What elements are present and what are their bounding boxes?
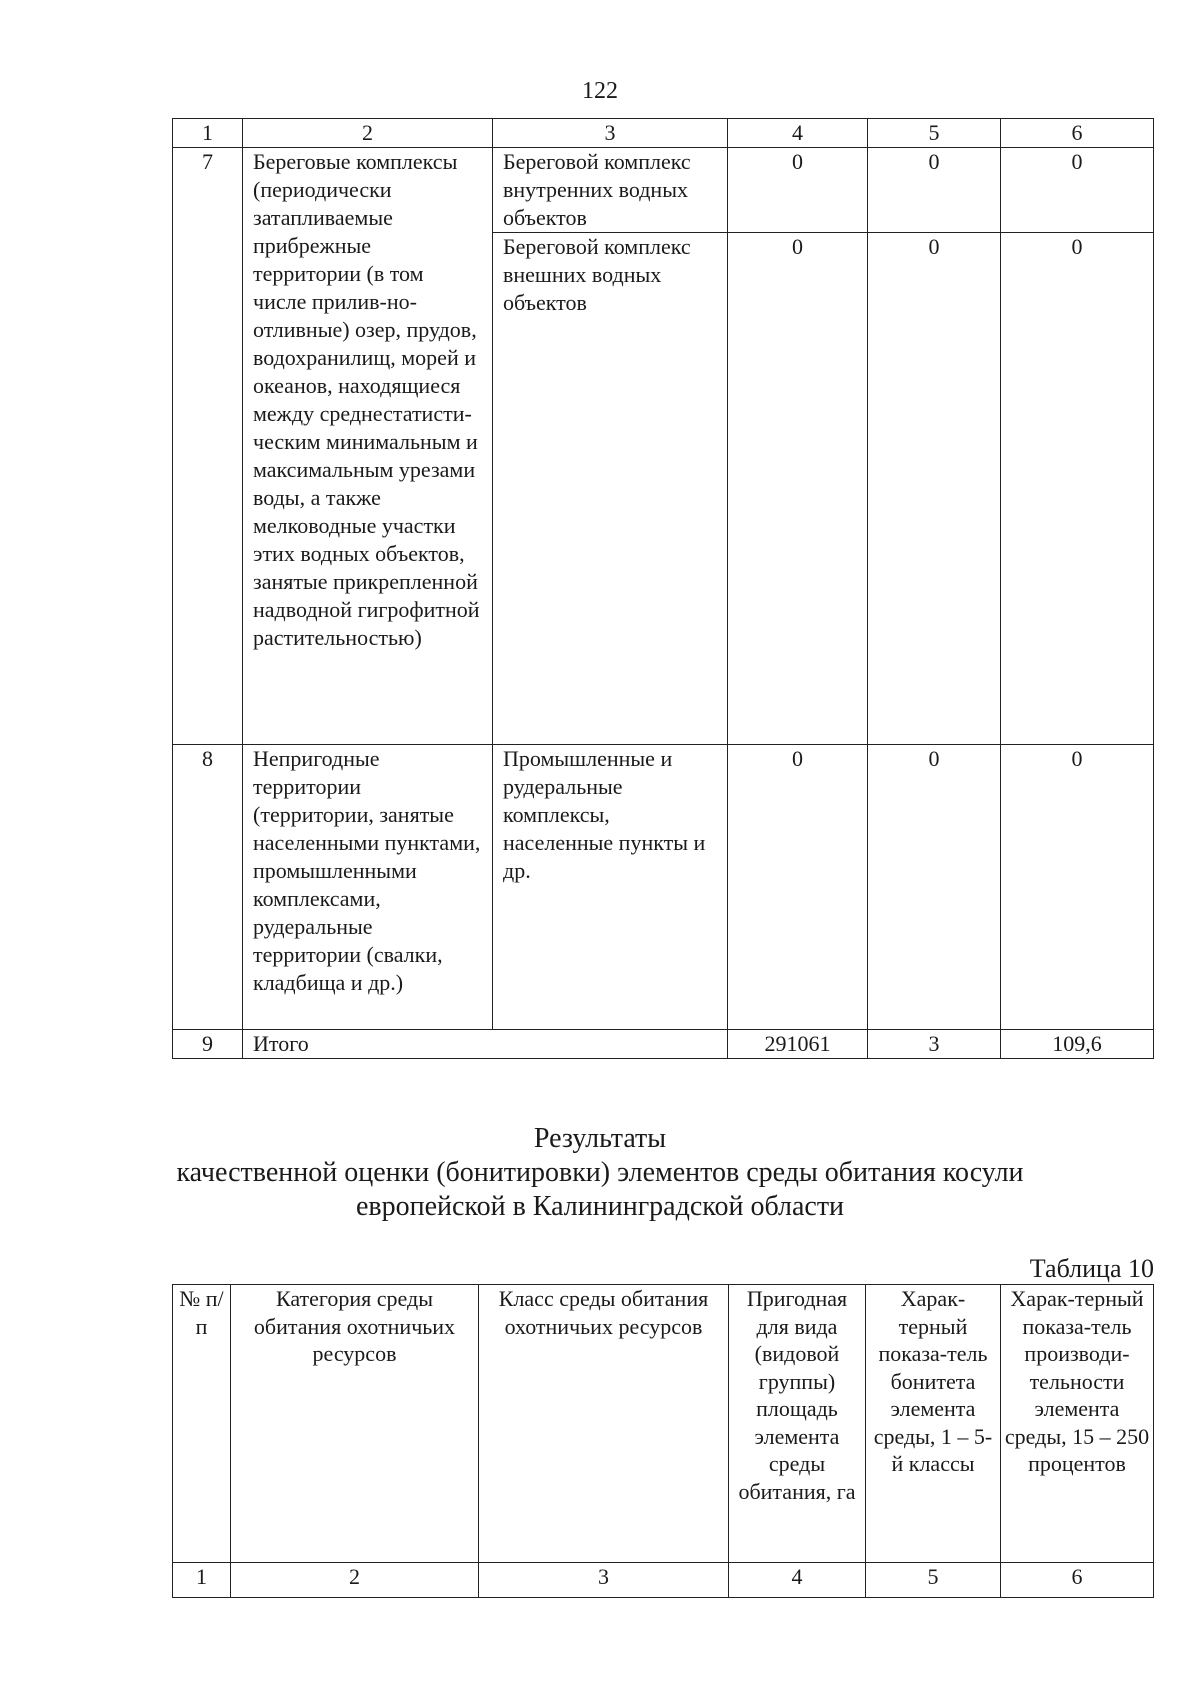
total-area: 291061: [728, 1030, 868, 1059]
habitat-table-continued: [172, 118, 1154, 1059]
column-number: 6: [1001, 1563, 1154, 1598]
table-label: Таблица 10: [1029, 1254, 1154, 1283]
total-label: Итого: [243, 1030, 728, 1059]
column-number-row: [173, 1563, 1154, 1598]
class-cell: Промышленные и рудеральные комплексы, населенные пункты и др.: [493, 745, 728, 1030]
column-number: 3: [493, 119, 728, 148]
productivity-value: 0: [1001, 233, 1154, 745]
row-number: 8: [173, 745, 243, 1030]
row-number: 9: [173, 1030, 243, 1059]
header-category: Категория среды обитания охотничьих ресурсов: [231, 1285, 479, 1563]
header-bonitet: Харак-терный показа-тель бонитета элемента среды, 1 – 5-й классы: [866, 1285, 1001, 1563]
section-title-line: качественной оценки (бонитировки) элементов среды обитания косули: [176, 1157, 1024, 1188]
total-productivity: 109,6: [1001, 1030, 1154, 1059]
column-number: 4: [729, 1563, 866, 1598]
column-number: 4: [728, 119, 868, 148]
category-cell: Береговые комплексы (периодически затапливаемые прибрежные территории (в том числе прилив-но-отливные) озер, прудов, водохранилищ, морей и океанов, находящиеся между среднестатисти-ческим минимальным и максимальным урезами воды, а также мелководные участки этих водных объектов, занятые прикрепленной надводной гигрофитной растительностью): [243, 148, 493, 745]
class-cell: Береговой комплекс внешних водных объектов: [493, 233, 728, 745]
header-area: Пригодная для вида (видовой группы) площадь элемента среды обитания, га: [729, 1285, 866, 1563]
productivity-value: 0: [1001, 148, 1154, 233]
table-header-row: [173, 1285, 1154, 1563]
column-number: 1: [173, 119, 243, 148]
column-number: 2: [231, 1563, 479, 1598]
section-title: [0, 1122, 1200, 1224]
header-class: Класс среды обитания охотничьих ресурсов: [479, 1285, 729, 1563]
column-number: 1: [173, 1563, 231, 1598]
class-cell: Береговой комплекс внутренних водных объектов: [493, 148, 728, 233]
total-row: [173, 1030, 1154, 1059]
bonitet-value: 0: [868, 233, 1001, 745]
productivity-value: 0: [1001, 745, 1154, 1030]
column-number: 3: [479, 1563, 729, 1598]
area-value: 0: [728, 233, 868, 745]
category-cell: Непригодные территории (территории, занятые населенными пунктами, промышленными комплексами, рудеральные территории (свалки, кладбища и др.): [243, 745, 493, 1030]
bonitet-table: [172, 1284, 1154, 1598]
bonitet-value: 0: [868, 745, 1001, 1030]
column-number-row: [173, 119, 1154, 148]
header-productivity: Харак-терный показа-тель производи-тельности элемента среды, 15 – 250 процентов: [1001, 1285, 1154, 1563]
column-number: 5: [866, 1563, 1001, 1598]
total-bonitet: 3: [868, 1030, 1001, 1059]
table-row: [173, 148, 1154, 233]
section-title-line: Результаты: [533, 1123, 667, 1154]
column-number: 6: [1001, 119, 1154, 148]
section-title-line: европейской в Калининградской области: [355, 1191, 845, 1222]
area-value: 0: [728, 148, 868, 233]
bonitet-value: 0: [868, 148, 1001, 233]
column-number: 5: [868, 119, 1001, 148]
column-number: 2: [243, 119, 493, 148]
page-number: 122: [582, 78, 618, 104]
table-row: [173, 745, 1154, 1030]
header-number: № п/п: [173, 1285, 231, 1563]
row-number: 7: [173, 148, 243, 745]
area-value: 0: [728, 745, 868, 1030]
